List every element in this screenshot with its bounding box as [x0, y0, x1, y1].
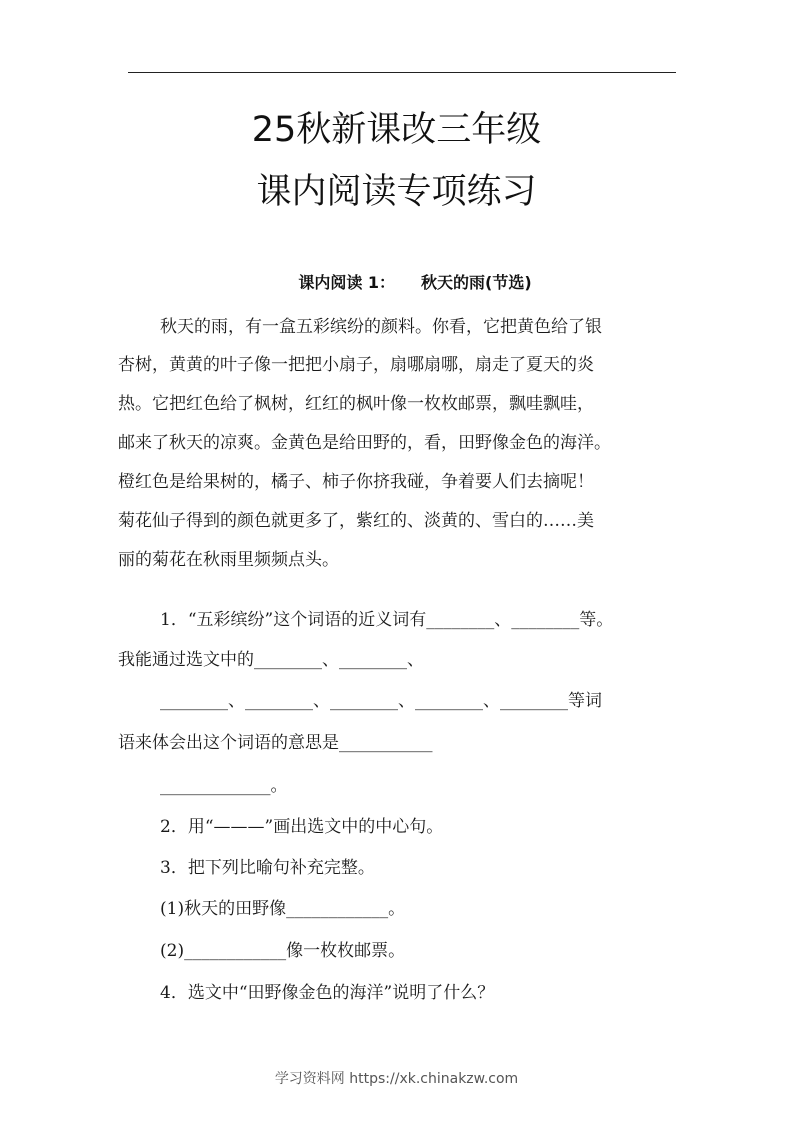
section-label: 课内阅读 1： — [298, 273, 396, 292]
question-3: 3．把下列比喻句补充完整。 — [160, 858, 375, 878]
passage-line-3: 热。它把红色给了枫树，红红的枫叶像一枚枚邮票，飘哇飘哇， — [118, 394, 594, 414]
question-1-line-2: 我能通过选文中的________、________、 — [118, 650, 424, 670]
header-rule — [128, 72, 676, 73]
question-2: 2．用“———”画出选文中的中心句。 — [160, 817, 444, 837]
question-1-line-4: 语来体会出这个词语的意思是___________ — [118, 733, 433, 753]
question-1-line-1: 1．“五彩缤纷”这个词语的近义词有________、________等。 — [160, 610, 614, 630]
passage-line-4: 邮来了秋天的凉爽。金黄色是给田野的，看，田野像金色的海洋。 — [118, 433, 611, 453]
passage-line-2: 杏树，黄黄的叶子像一把把小扇子，扇哪扇哪，扇走了夏天的炎 — [118, 355, 594, 375]
question-4: 4．选文中“田野像金色的海洋”说明了什么？ — [160, 983, 495, 1003]
passage-line-1: 秋天的雨，有一盒五彩缤纷的颜料。你看，它把黄色给了银 — [160, 317, 602, 337]
passage-line-7: 丽的菊花在秋雨里频频点头。 — [118, 550, 339, 570]
question-1-line-3: ________、________、________、________、________等词 — [160, 691, 602, 711]
question-3-item-1: (1)秋天的田野像____________。 — [160, 899, 406, 919]
question-1-line-5: _____________。 — [160, 776, 288, 796]
question-3-item-2: (2)____________像一枚枚邮票。 — [160, 941, 406, 961]
section-title: 秋天的雨(节选) — [421, 273, 532, 292]
page-title-line-2: 课内阅读专项练习 — [256, 172, 537, 212]
page-title-line-1: 25秋新课改三年级 — [251, 110, 542, 150]
passage-line-5: 橙红色是给果树的，橘子、柿子你挤我碰，争着要人们去摘呢！ — [118, 472, 594, 492]
passage-line-6: 菊花仙子得到的颜色就更多了，紫红的、淡黄的、雪白的……美 — [118, 511, 594, 531]
footer-source: 学习资料网 https://xk.chinakzw.com — [274, 1071, 519, 1087]
section-heading — [0, 273, 793, 293]
